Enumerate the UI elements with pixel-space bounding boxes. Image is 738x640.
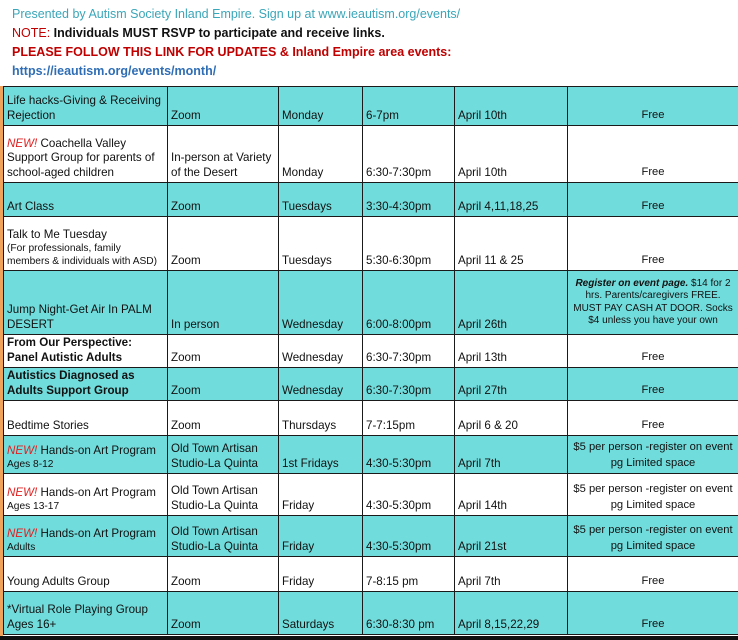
events-table [3,86,738,635]
event-day: Wednesday [279,368,363,401]
event-location: Zoom [168,87,279,126]
event-location: Zoom [168,335,279,368]
event-time: 6:00-8:00pm [363,271,455,335]
event-date: April 6 & 20 [455,401,568,436]
event-location: Zoom [168,592,279,635]
event-time: 4:30-5:30pm [363,516,455,557]
table-row [4,474,738,516]
event-name: Hands-on Art Program [40,526,156,540]
event-date: April 27th [455,368,568,401]
table-row [4,368,738,401]
event-date: April 10th [455,87,568,126]
event-day: Monday [279,126,363,183]
event-time: 7-8:15 pm [363,557,455,592]
event-day: Friday [279,474,363,516]
event-name-cell [4,217,168,271]
bottom-border [0,636,738,640]
event-name: Art Class [4,183,168,217]
event-time: 3:30-4:30pm [363,183,455,217]
event-cost: Free [568,401,738,436]
new-badge: NEW! [7,136,38,150]
event-name: Jump Night-Get Air In PALM DESERT [4,271,168,335]
events-url-link[interactable]: https://ieautism.org/events/month/ [12,64,217,78]
note-text: Individuals MUST RSVP to participate and receive links. [53,26,385,40]
table-row [4,401,738,436]
event-time: 7-7:15pm [363,401,455,436]
event-date: April 14th [455,474,568,516]
event-time: 6:30-7:30pm [363,126,455,183]
event-day: Tuesdays [279,217,363,271]
event-cost: $5 per person -register on event pg Limited space [568,436,738,474]
event-day: Wednesday [279,271,363,335]
event-location: In person [168,271,279,335]
new-badge: NEW! [7,526,38,540]
event-name-cell [4,592,168,635]
event-location: Zoom [168,217,279,271]
event-name-sub: (For professionals, family members & individuals with ASD) [7,243,158,267]
event-name-cell [4,474,168,516]
event-day: Friday [279,557,363,592]
table-row [4,87,738,126]
event-cost-cell [568,271,738,335]
event-location: Old Town Artisan Studio-La Quinta [168,436,279,474]
event-time: 6:30-8:30 pm [363,592,455,635]
event-name-cell [4,126,168,183]
event-name: Bedtime Stories [4,401,168,436]
event-cost: $5 per person -register on event pg Limited space [568,474,738,516]
flyer-header [0,0,738,84]
event-cost: Free [568,126,738,183]
event-name: *Virtual Role Playing Group [7,603,148,616]
table-row [4,557,738,592]
event-day: Saturdays [279,592,363,635]
event-name: Hands-on Art Program [40,485,156,499]
event-day: Tuesdays [279,183,363,217]
event-time: 6-7pm [363,87,455,126]
event-location: Zoom [168,557,279,592]
table-row [4,436,738,474]
event-cost: Free [568,87,738,126]
event-time: 4:30-5:30pm [363,474,455,516]
event-day: Wednesday [279,335,363,368]
event-time: 6:30-7:30pm [363,368,455,401]
table-row [4,126,738,183]
event-day: Friday [279,516,363,557]
event-cost: Free [568,217,738,271]
event-date: April 26th [455,271,568,335]
new-badge: NEW! [7,485,38,499]
table-row [4,183,738,217]
event-cost: Free [568,368,738,401]
event-name: Hands-on Art Program [40,443,156,457]
event-name-sub: Ages 16+ [7,617,57,631]
event-name: Autistics Diagnosed as Adults Support Group [4,368,168,401]
event-location: Old Town Artisan Studio-La Quinta [168,516,279,557]
event-day: 1st Fridays [279,436,363,474]
event-cost: $14 for 2 hrs. Parents/caregivers FREE. MUST PAY CASH AT DOOR. Socks $4 unless you have your own [573,277,733,326]
event-cost: Free [568,592,738,635]
event-name-cell [4,516,168,557]
event-day: Monday [279,87,363,126]
event-name: Life hacks-Giving & Receiving Rejection [4,87,168,126]
follow-link-line: PLEASE FOLLOW THIS LINK FOR UPDATES & Inland Empire area events: [12,45,452,59]
event-date: April 13th [455,335,568,368]
event-name: Coachella Valley Support Group for parents of school-aged children [7,136,155,179]
event-name: From Our Perspective: Panel Autistic Adults [4,335,168,368]
presented-by-line: Presented by Autism Society Inland Empire. Sign up at www.ieautism.org/events/ [12,7,461,21]
event-name-sub: Adults [7,542,36,553]
table-row [4,516,738,557]
event-cost: $5 per person -register on event pg Limited space [568,516,738,557]
event-name-sub: Ages 13-17 [7,501,60,512]
event-location: In-person at Variety of the Desert [168,126,279,183]
event-date: April 10th [455,126,568,183]
event-cost: Free [568,557,738,592]
event-location: Zoom [168,183,279,217]
event-date: April 7th [455,436,568,474]
event-name: Talk to Me Tuesday [7,227,107,241]
event-day: Thursdays [279,401,363,436]
event-time: 6:30-7:30pm [363,335,455,368]
events-table-wrapper [0,86,738,640]
event-date: April 7th [455,557,568,592]
event-name: Young Adults Group [4,557,168,592]
event-location: Zoom [168,368,279,401]
table-row [4,271,738,335]
new-badge: NEW! [7,443,38,457]
event-name-sub: Ages 8-12 [7,459,54,470]
event-date: April 11 & 25 [455,217,568,271]
event-name-cell [4,436,168,474]
event-location: Old Town Artisan Studio-La Quinta [168,474,279,516]
note-line [12,24,738,43]
event-time: 4:30-5:30pm [363,436,455,474]
event-location: Zoom [168,401,279,436]
event-date: April 4,11,18,25 [455,183,568,217]
event-date: April 8,15,22,29 [455,592,568,635]
register-note: Register on event page. [575,277,689,289]
event-cost: Free [568,335,738,368]
table-row [4,217,738,271]
event-date: April 21st [455,516,568,557]
table-row [4,592,738,635]
note-label: NOTE: [12,26,54,40]
event-time: 5:30-6:30pm [363,217,455,271]
event-cost: Free [568,183,738,217]
table-row [4,335,738,368]
